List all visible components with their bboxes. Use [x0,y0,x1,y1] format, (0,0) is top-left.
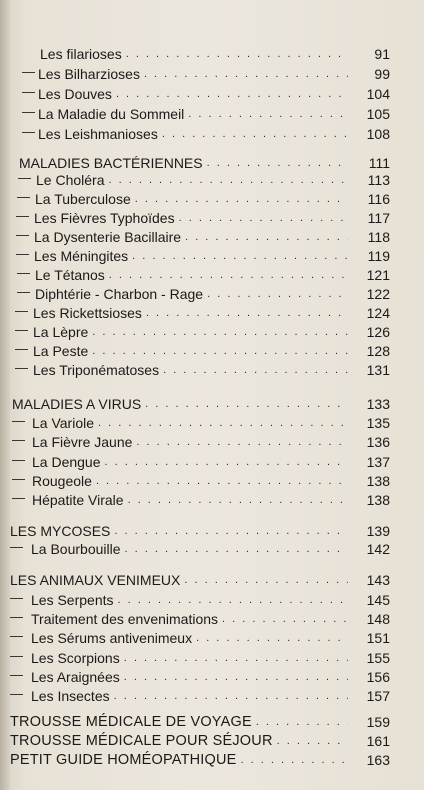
dot-leader [124,653,348,663]
dot-leader [114,526,348,536]
toc-entry-title: La Lèpre [33,324,89,340]
toc-entry [0,168,424,188]
dash-bullet: — [18,170,31,185]
toc-entry-title: La Dengue [32,454,101,470]
toc-entry-title: Le Choléra [36,172,105,188]
toc-entry [0,646,424,666]
dot-leader [109,175,349,185]
toc-entry-title: Les Fièvres Typhoïdes [34,210,175,226]
dot-leader [146,308,348,318]
toc-entry [0,626,424,646]
toc-section-heading [0,710,424,730]
toc-entry [0,665,424,685]
dot-leader [128,495,348,505]
toc-entry-title: TROUSSE MÉDICALE POUR SÉJOUR [10,733,273,749]
dash-bullet: — [16,246,29,261]
page-number: 159 [366,714,390,730]
page-number: 128 [366,343,390,359]
toc-entry [0,263,424,283]
toc-entry-title: Les Sérums antivenimeux [31,630,193,646]
dash-bullet: — [15,341,28,356]
toc-entry [0,301,424,321]
dot-leader [126,49,348,59]
dot-leader [96,476,348,486]
toc-section-heading [0,519,424,539]
page-number: 126 [366,324,390,340]
toc-entry-title: La Tuberculose [35,191,131,207]
dot-leader [207,289,348,299]
dash-bullet: — [22,64,35,79]
dash-bullet: — [10,539,23,554]
toc-entry-title: Traitement des envenimations [31,611,219,627]
toc-entry [0,320,424,340]
toc-entry-title: MALADIES BACTÉRIENNES [19,155,203,171]
page-number: 99 [374,66,390,82]
toc-entry-title: LES MYCOSES [10,523,111,539]
toc-entry-title: LES ANIMAUX VENIMEUX [10,572,181,588]
toc-entry [0,62,424,82]
toc-entry [0,187,424,207]
dash-bullet: — [10,609,23,624]
dot-leader [144,69,348,79]
dot-leader [92,346,348,356]
toc-entry [0,537,424,557]
page-number: 124 [366,305,390,321]
toc-entry-title: La Variole [32,415,95,431]
page-number: 161 [366,733,390,749]
page-number: 156 [366,669,390,685]
toc-entry-title: La Peste [33,343,89,359]
dash-bullet: — [12,471,25,486]
toc-entry-title: TROUSSE MÉDICALE DE VOYAGE [10,714,252,730]
toc-entry-title: Les Araignées [31,669,120,685]
dot-leader [185,232,348,242]
page-number: 151 [366,630,390,646]
toc-entry-title: PETIT GUIDE HOMÉOPATHIQUE [10,752,237,768]
toc-entry [0,339,424,359]
toc-entry-title: Les filarioses [40,46,122,62]
toc-entry [0,607,424,627]
dash-bullet: — [16,208,29,223]
toc-entry-title: Les Triponématoses [33,362,160,378]
dash-bullet: — [15,303,28,318]
dash-bullet: — [17,189,30,204]
page-number: 135 [366,415,390,431]
toc-entry [0,82,424,102]
dot-leader [207,158,348,168]
dot-leader [124,672,348,682]
toc-entry-title: Les Scorpions [31,650,120,666]
page-number: 143 [366,572,390,588]
dash-bullet: — [22,104,35,119]
toc-entry-title: Les Douves [38,86,112,102]
dot-leader [241,755,348,765]
dash-bullet: — [10,667,23,682]
dash-bullet: — [16,227,29,242]
page-number: 117 [367,210,390,226]
page-number: 105 [366,106,390,122]
page-number: 157 [366,688,390,704]
dot-leader [222,614,348,624]
toc-entry [0,684,424,704]
page-number: 116 [367,191,390,207]
dot-leader [162,129,348,139]
toc-entry-title: Les Insectes [31,688,110,704]
page-number: 131 [366,362,390,378]
toc-entry [0,122,424,142]
dot-leader [105,457,348,467]
page-number: 111 [368,155,390,171]
dot-leader [125,544,348,554]
dot-leader [145,399,348,409]
dot-leader [184,575,348,585]
page-number: 122 [366,286,390,302]
toc-entry-title: Les Rickettsioses [33,305,142,321]
toc-entry-title: La Dysenterie Bacillaire [34,229,182,245]
page-number: 133 [366,396,390,412]
toc-entry-title: La Bourbouille [31,541,121,557]
dash-bullet: — [17,265,30,280]
dash-bullet: — [10,590,23,605]
dot-leader [179,213,348,223]
page-number: 139 [366,523,390,539]
dash-bullet: — [15,322,28,337]
dash-bullet: — [12,432,25,447]
page-number: 145 [366,592,390,608]
dot-leader [188,109,348,119]
page-number: 121 [366,267,390,283]
page-number: 118 [367,229,390,245]
toc-entry [0,450,424,470]
dash-bullet: — [10,648,23,663]
dash-bullet: — [17,284,30,299]
dot-leader [109,270,348,280]
toc-section-heading [0,568,424,588]
toc-section-heading [0,748,424,768]
dot-leader [135,194,348,204]
toc-entry [0,102,424,122]
toc-entry [0,206,424,226]
dash-bullet: — [10,628,23,643]
toc-entry [0,358,424,378]
page-number: 138 [366,473,390,489]
dash-bullet: — [12,413,25,428]
dot-leader [98,418,348,428]
page-number: 104 [366,86,390,102]
dot-leader [114,691,348,701]
page-number: 108 [366,126,390,142]
page-number: 137 [366,454,390,470]
dot-leader [163,365,348,375]
page-number: 136 [366,434,390,450]
dot-leader [277,736,348,746]
page-number: 91 [374,46,390,62]
toc-entry [0,588,424,608]
toc-entry [0,430,424,450]
page-number: 142 [366,541,390,557]
dot-leader [256,717,348,727]
page-number: 138 [366,492,390,508]
dot-leader [196,633,348,643]
toc-entry-title: Les Serpents [31,592,114,608]
dash-bullet: — [22,124,35,139]
toc-entry-title: Diphtérie - Charbon - Rage [35,286,204,302]
dot-leader [92,327,348,337]
toc-entry-title: Les Leishmanioses [38,126,158,142]
toc-section-heading [0,392,424,412]
toc-section-heading [0,729,424,749]
dash-bullet: — [10,686,23,701]
toc-entry-title: Rougeole [32,473,92,489]
dot-leader [136,437,348,447]
toc-entry [0,244,424,264]
dash-bullet: — [12,452,25,467]
toc-entry [0,469,424,489]
toc-entry [0,488,424,508]
dot-leader [132,251,348,261]
page-number: 163 [366,752,390,768]
toc-entry-title: Hépatite Virale [32,492,124,508]
toc-entry [0,282,424,302]
toc-entry-title: La Maladie du Sommeil [38,106,185,122]
toc-entry [0,411,424,431]
dash-bullet: — [15,360,28,375]
page-number: 119 [367,248,390,264]
toc-entry [0,225,424,245]
toc-entry-title: Les Bilharzioses [38,66,140,82]
toc-entry-title: Les Méningites [34,248,129,264]
toc-entry-title: La Fièvre Jaune [32,434,133,450]
page-number: 113 [367,172,390,188]
toc-entry-title: MALADIES A VIRUS [12,396,142,412]
page-number: 155 [366,650,390,666]
toc-entry [0,42,424,62]
dot-leader [116,89,348,99]
toc-entry-title: Le Tétanos [35,267,105,283]
dot-leader [118,595,349,605]
page-number: 148 [366,611,390,627]
dash-bullet: — [22,84,35,99]
dash-bullet: — [12,490,25,505]
